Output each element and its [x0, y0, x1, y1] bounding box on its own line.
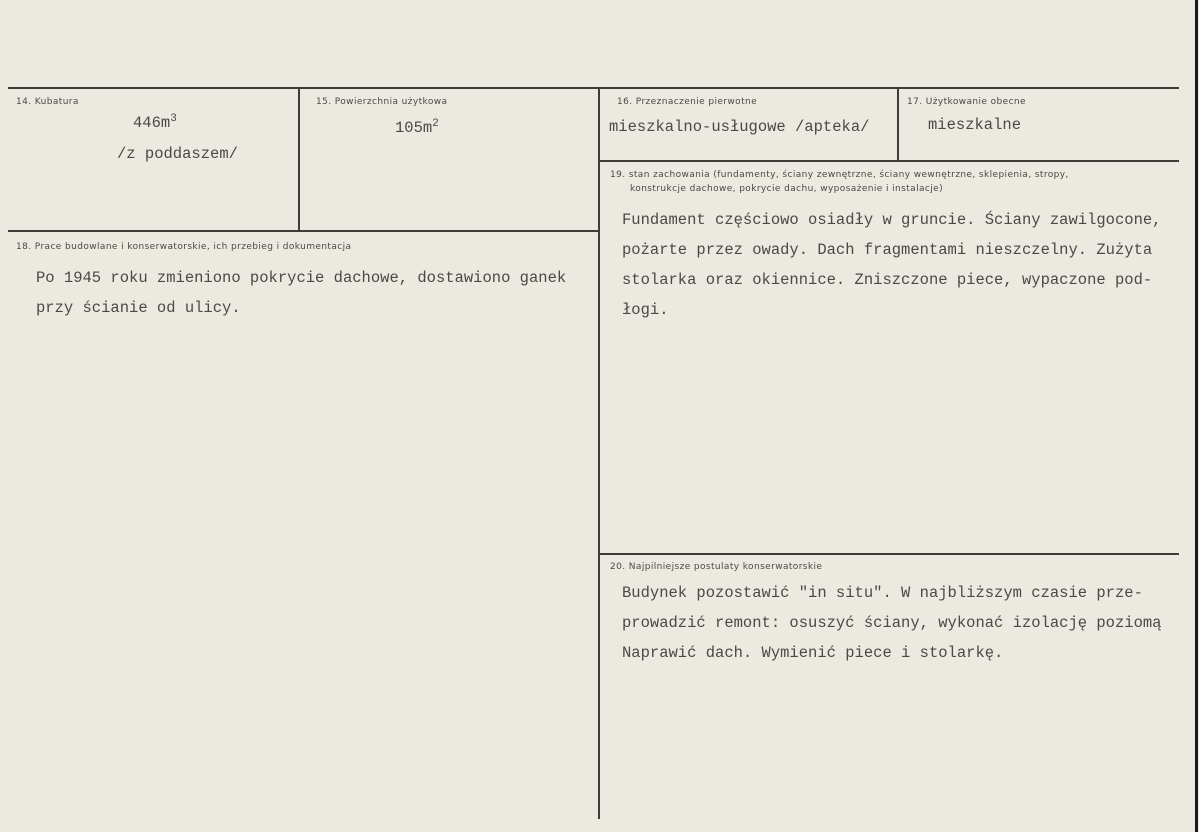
- stan-line-3: stolarka oraz okiennice. Zniszczone piece, wypaczone pod-: [622, 271, 1153, 289]
- right-card-edge: [1195, 0, 1198, 832]
- powierzchnia-exponent: 2: [432, 118, 439, 130]
- rule-above-18: [8, 230, 598, 232]
- divider-main-column: [598, 89, 600, 819]
- stan-text: [622, 205, 1162, 325]
- stan-line-4: łogi.: [622, 301, 669, 319]
- top-rule: [8, 87, 1179, 89]
- kubatura-value: [133, 113, 177, 132]
- postulaty-line-3: Naprawić dach. Wymienić piece i stolarkę.: [622, 644, 1004, 662]
- divider-col-14-15: [298, 89, 300, 232]
- prace-line-2: przy ścianie od ulicy.: [36, 299, 241, 317]
- kubatura-number: 446m: [133, 114, 171, 133]
- powierzchnia-number: 105m: [395, 119, 433, 138]
- postulaty-text: [622, 578, 1162, 668]
- stan-label-line-1: 19. stan zachowania (fundamenty, ściany zewnętrzne, ściany wewnętrzne, sklepienia, stropy,: [610, 170, 1069, 180]
- postulaty-label: 20. Najpilniejsze postulaty konserwatorskie: [610, 562, 823, 572]
- postulaty-line-1: Budynek pozostawić "in situ". W najbliższym czasie prze-: [622, 584, 1143, 602]
- kubatura-note: /z poddaszem/: [117, 145, 238, 163]
- powierzchnia-label: 15. Powierzchnia użytkowa: [316, 97, 448, 107]
- postulaty-line-2: prowadzić remont: osuszyć ściany, wykonać izolację poziomą: [622, 614, 1162, 632]
- stan-line-1: Fundament częściowo osiadły w gruncie. Ściany zawilgocone,: [622, 211, 1162, 229]
- prace-label: 18. Prace budowlane i konserwatorskie, ich przebieg i dokumentacja: [16, 242, 352, 252]
- przeznaczenie-value: mieszkalno-usługowe /apteka/: [609, 118, 870, 136]
- uzytkowanie-value: mieszkalne: [928, 116, 1022, 134]
- powierzchnia-value: [395, 118, 439, 137]
- kubatura-exponent: 3: [170, 113, 177, 125]
- rule-above-19: [600, 160, 1179, 162]
- przeznaczenie-label: 16. Przeznaczenie pierwotne: [617, 97, 758, 107]
- rule-above-20: [600, 553, 1179, 555]
- prace-text: [36, 263, 566, 323]
- divider-col-16-17: [897, 89, 899, 161]
- stan-line-2: pożarte przez owady. Dach fragmentami nieszczelny. Zużyta: [622, 241, 1153, 259]
- prace-line-1: Po 1945 roku zmieniono pokrycie dachowe, dostawiono ganek: [36, 269, 567, 287]
- kubatura-label: 14. Kubatura: [16, 97, 79, 107]
- uzytkowanie-label: 17. Użytkowanie obecne: [907, 97, 1026, 107]
- stan-label-line-2: konstrukcje dachowe, pokrycie dachu, wyposażenie i instalacje): [630, 184, 943, 194]
